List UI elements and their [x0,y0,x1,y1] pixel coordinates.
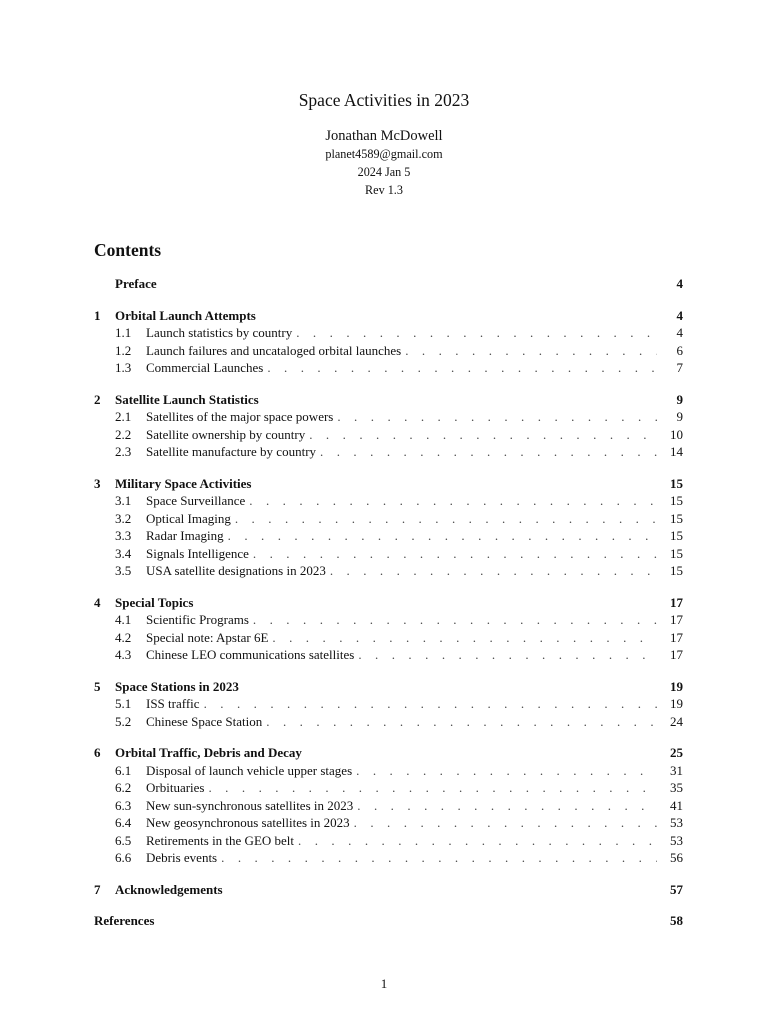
toc-subsection-number: 5.1 [115,696,132,711]
toc-dot-leader [354,814,657,832]
toc-entry-label: Satellite manufacture by country [146,444,317,459]
toc-page-number: 7 [676,360,683,375]
toc-entry-subsection[interactable] [94,492,683,510]
toc-entry-subsection[interactable] [94,713,683,731]
toc-entry-subsection[interactable] [94,646,683,664]
toc-dot-leader [228,527,657,545]
toc-page-number: 9 [676,409,683,424]
toc-entry-label: ISS traffic [146,696,200,711]
toc-page-number: 4 [676,325,683,340]
toc-entry-subsection[interactable] [94,359,683,377]
toc-entry-subsection[interactable] [94,545,683,563]
toc-section-group [94,678,683,731]
toc-section-group [94,307,683,377]
toc-subsection-number: 4.1 [115,612,132,627]
toc-page-number: 25 [670,745,683,760]
document-date: 2024 Jan 5 [357,165,411,179]
toc-section-number: 3 [94,475,101,491]
toc-dot-leader [249,492,657,510]
toc-subsection-number: 6.1 [115,762,132,778]
toc-entry-subsection[interactable] [94,629,683,647]
toc-dot-leader [298,832,657,850]
toc-entry-label: Radar Imaging [146,528,224,543]
toc-section-number: 4 [94,594,101,610]
page-number: 1 [380,976,388,991]
toc-entry-subsection[interactable] [94,695,683,713]
toc-page-number: 35 [670,780,683,795]
toc-subsection-number: 2.2 [115,426,132,442]
toc-dot-leader [356,762,657,780]
toc-entry-label: Optical Imaging [146,510,231,526]
document-title: Space Activities in 2023 [298,90,470,110]
toc-page-number: 53 [670,832,683,848]
toc-entry-references[interactable] [94,912,683,930]
toc-page-number: 10 [670,426,683,442]
toc-entry-section[interactable] [94,744,683,762]
toc-entry-subsection[interactable] [94,762,683,780]
toc-entry-label: Signals Intelligence [146,545,249,561]
toc-entry-label: Disposal of launch vehicle upper stages [146,762,353,778]
toc-page-number: 41 [670,797,683,813]
toc-entry-label: Launch statistics by country [146,325,293,340]
toc-entry-subsection[interactable] [94,443,683,461]
toc-dot-leader [221,849,657,867]
toc-entry-label: Satellite Launch Statistics [115,391,259,407]
toc-subsection-number: 3.2 [115,510,132,526]
toc-entry-preface[interactable] [94,275,683,293]
toc-dot-leader [296,324,657,342]
toc-entry-section[interactable] [94,391,683,409]
contents-heading: Contents [94,240,162,260]
toc-entry-label: Orbital Traffic, Debris and Decay [115,745,302,760]
toc-section-number: 7 [94,881,101,897]
toc-page-number: 15 [670,493,683,508]
toc-entry-label: Space Surveillance [146,493,246,508]
toc-entry-label: Acknowledgements [115,881,223,897]
toc-subsection-number: 6.4 [115,815,132,830]
author-name: Jonathan McDowell [325,128,443,144]
toc-section-group [94,594,683,664]
toc-subsection-number: 6.2 [115,780,132,795]
toc-page-number: 24 [670,713,683,729]
toc-entry-subsection[interactable] [94,611,683,629]
toc-entry-subsection[interactable] [94,324,683,342]
toc-dot-leader [204,695,657,713]
toc-page-number: 19 [670,696,683,711]
toc-dot-leader [320,443,657,461]
toc-dot-leader [309,426,657,444]
toc-entry-label: Orbital Launch Attempts [115,307,256,323]
toc-page-number: 57 [670,881,683,897]
toc-entry-label: Launch failures and uncataloged orbital launches [146,342,402,358]
toc-entry-label: Debris events [146,850,218,865]
toc-subsection-number: 6.3 [115,797,132,813]
toc-entry-section[interactable] [94,475,683,493]
toc-subsection-number: 6.5 [115,832,132,848]
toc-entry-subsection[interactable] [94,527,683,545]
toc-page-number: 6 [676,342,683,358]
title-block [0,89,768,199]
toc-entry-label: Commercial Launches [146,360,264,375]
toc-entry-subsection[interactable] [94,342,683,360]
toc-subsection-number: 1.1 [115,325,132,340]
toc-section-group [94,475,683,580]
toc-entry-subsection[interactable] [94,832,683,850]
toc-subsection-number: 3.3 [115,528,132,543]
toc-page-number: 17 [670,629,683,645]
toc-dot-leader [253,545,657,563]
toc-entry-subsection[interactable] [94,797,683,815]
toc-page-number: 53 [670,815,683,830]
toc-dot-leader [330,562,657,580]
document-revision: Rev 1.3 [365,183,403,197]
toc-subsection-number: 1.3 [115,360,132,375]
toc-entry-label: Retirements in the GEO belt [146,832,295,848]
toc-entry-subsection[interactable] [94,562,683,580]
toc-entry-section[interactable] [94,307,683,325]
toc-entry-label: Chinese LEO communications satellites [146,647,355,662]
toc-section-group [94,744,683,867]
toc-page-number: 15 [670,528,683,543]
toc-page-number: 4 [676,276,683,291]
toc-section-number: 1 [94,307,101,323]
toc-entry-label: References [94,913,155,928]
toc-section-number: 6 [94,745,101,760]
toc-entry-section[interactable] [94,881,683,899]
toc-entry-label: Space Stations in 2023 [115,678,239,694]
toc-subsection-number: 6.6 [115,850,132,865]
toc-dot-leader [235,510,657,528]
author-email: planet4589@gmail.com [325,147,443,161]
toc-page-number: 4 [676,307,683,323]
toc-subsection-number: 3.5 [115,563,132,578]
toc-page-number: 17 [670,647,683,662]
toc-entry-subsection[interactable] [94,779,683,797]
toc-dot-leader [266,713,657,731]
toc-dot-leader [357,797,657,815]
toc-entry-label: Special Topics [115,594,194,610]
toc-page-number: 58 [670,913,683,928]
toc-entry-label: Special note: Apstar 6E [146,629,269,645]
toc-page-number: 15 [670,563,683,578]
toc-subsection-number: 4.2 [115,629,132,645]
toc-subsection-number: 4.3 [115,647,132,662]
toc-dot-leader [405,342,657,360]
toc-subsection-number: 1.2 [115,342,132,358]
toc-entry-subsection[interactable] [94,510,683,528]
table-of-contents [94,275,683,944]
toc-subsection-number: 3.4 [115,545,132,561]
toc-references-group [94,912,683,930]
toc-section-number: 5 [94,678,101,694]
toc-section-group [94,391,683,461]
toc-dot-leader [267,359,657,377]
toc-dot-leader [253,611,657,629]
toc-subsection-number: 3.1 [115,493,132,508]
toc-section-number: 2 [94,391,101,407]
toc-entry-label: USA satellite designations in 2023 [146,563,326,578]
toc-entry-subsection[interactable] [94,408,683,426]
toc-page-number: 17 [670,594,683,610]
toc-entry-label: New sun-synchronous satellites in 2023 [146,797,354,813]
toc-page-number: 14 [670,444,683,459]
toc-page-number: 19 [670,678,683,694]
toc-entry-label: Chinese Space Station [146,713,263,729]
toc-subsection-number: 2.3 [115,444,132,459]
toc-page-number: 15 [670,545,683,561]
toc-subsection-number: 5.2 [115,713,132,729]
toc-entry-subsection[interactable] [94,849,683,867]
toc-entry-subsection[interactable] [94,426,683,444]
toc-dot-leader [208,779,657,797]
toc-dot-leader [272,629,657,647]
toc-entry-label: Satellite ownership by country [146,426,306,442]
toc-page-number: 9 [676,391,683,407]
toc-dot-leader [337,408,657,426]
toc-entry-label: Preface [115,276,157,291]
toc-preface-group [94,275,683,293]
toc-entry-section[interactable] [94,678,683,696]
toc-page-number: 15 [670,510,683,526]
toc-section-group [94,881,683,899]
toc-entry-section[interactable] [94,594,683,612]
toc-page-number: 56 [670,850,683,865]
toc-entry-label: Scientific Programs [146,612,249,627]
toc-subsection-number: 2.1 [115,409,132,424]
toc-entry-subsection[interactable] [94,814,683,832]
toc-entry-label: New geosynchronous satellites in 2023 [146,815,350,830]
toc-entry-label: Orbituaries [146,780,205,795]
toc-entry-label: Military Space Activities [115,475,252,491]
toc-page-number: 15 [670,475,683,491]
toc-dot-leader [358,646,657,664]
toc-page-number: 31 [670,762,683,778]
toc-entry-label: Satellites of the major space powers [146,409,334,424]
toc-page-number: 17 [670,612,683,627]
